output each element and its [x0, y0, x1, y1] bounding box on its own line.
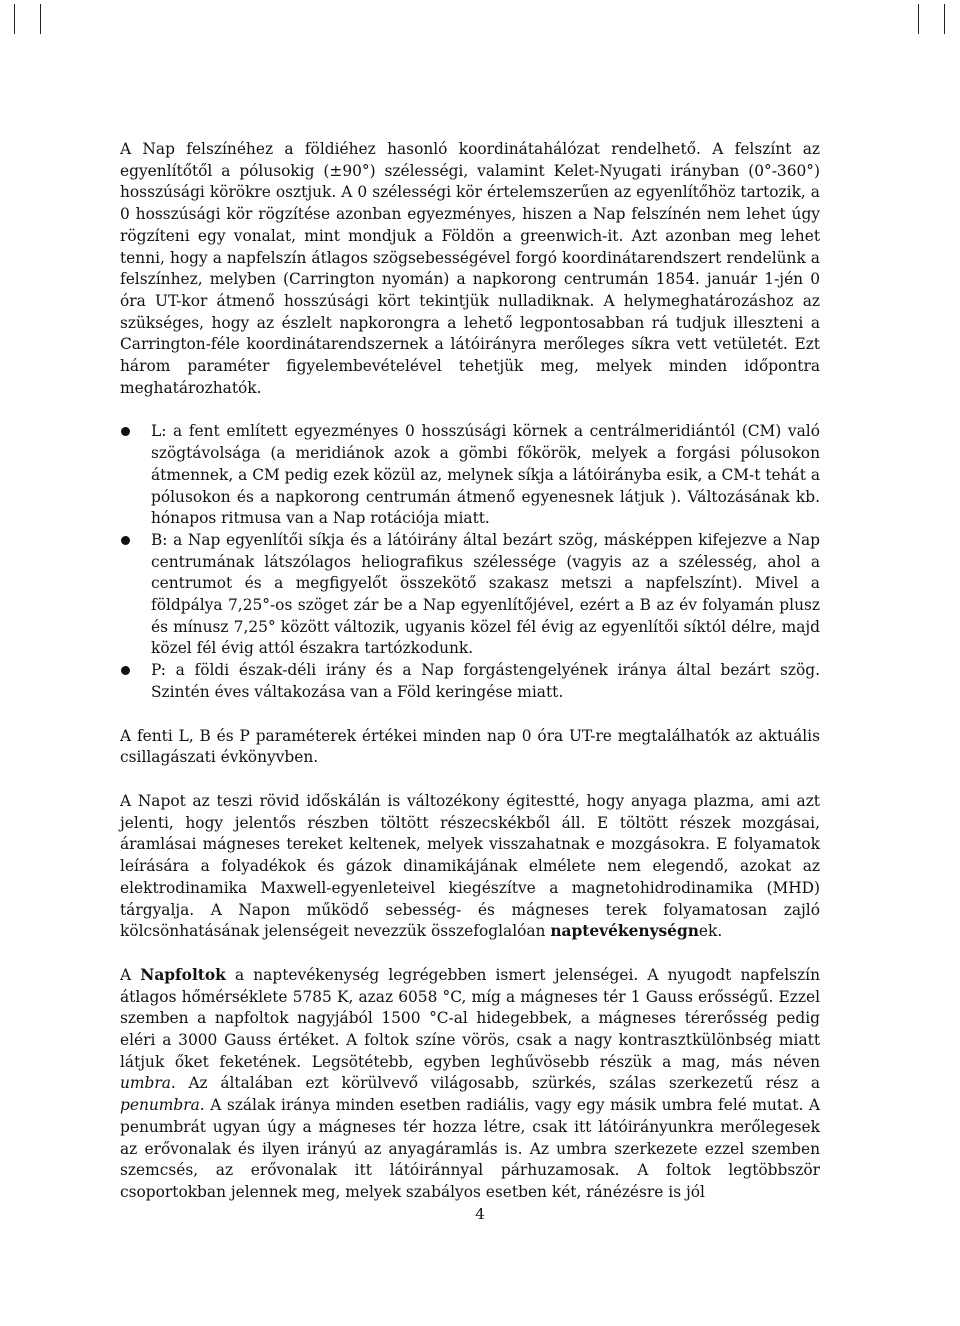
page-number: 4 [475, 1205, 485, 1223]
parameter-list [120, 421, 820, 703]
paragraph-sunspots [120, 965, 820, 1204]
plasma-text: A Napot az teszi rövid időskálán is változékony égitestté, hogy anyaga plazma, ami azt jelenti, hogy jelentős részben töltött részecskékből áll. E töltött részek mozgásai, áramlásai mágneses tereket keltenek, melyek visszahatnak e mozgásokra. E folyamatok leírására a folyadékok és gázok dinamikájának elmélete nem elegendő, azokat az elektrodinamika Maxwell-egyenleteivel kiegészítve a magnetohidrodinamika (MHD) tárgyalja. A Napon működő sebesség- és mágneses terek folyamatosan zajló kölcsönhatásának jelenségeit nevezzük összefoglalóan [120, 791, 820, 941]
crop-mark-left-inner [40, 4, 41, 34]
sunspots-text-d: . A szálak iránya minden esetben radiális, vagy egy másik umbra felé mutat. A penumbrát ugyan úgy a mágneses tér hozza létre, csak itt látóirányunkra merőlegesek az erővonalak és ilyen irányú az anyagáramlás is. Az umbra szerkezete ezzel szemben szemcsés, az erővonalak itt látóiránnyal párhuzamosak. A foltok legtöbbször csoportokban jelennek meg, melyek szabályos esetben két, ránézésre is jól [120, 1096, 820, 1201]
list-item-L: L: a fent említett egyezményes 0 hosszúsági körnek a centrálmeridiántól (CM) való szögtávolsága (a meridiánok azok a gömbi főkörök, melyek a forgási pólusokon átmennek, a CM pedig ezek közül az, melynek síkja a látóirányba esik, a CM-t tehát a pólusokon és a napkorong centrumán átmenő egyenesnek látjuk ). Változásának kb. hónapos ritmusa van a Nap rotációja miatt. [120, 421, 820, 530]
crop-mark-left-outer [14, 4, 15, 34]
page-body [120, 139, 820, 1226]
sunspots-text-a: A [120, 965, 141, 984]
paragraph-parameters: A fenti L, B és P paraméterek értékei minden nap 0 óra UT-re megtalálhatók az aktuális csillagászati évkönyvben. [120, 726, 820, 767]
term-penumbra: penumbra [120, 1096, 200, 1115]
crop-mark-right-inner [918, 4, 919, 34]
sunspots-text-b: a naptevékenység legrégebben ismert jelenségei. A nyugodt napfelszín átlagos hőmérséklete 5785 K, azaz 6058 °C, míg a mágneses tér 1 Gauss erősségű. Ezzel szemben a napfoltok nagyjából 1500 °C-al hidegebbek, a mágneses térerősség pedig eléri a 3000 Gauss értéket. A foltok színe vörös, csak a nagy kontrasztkülönbség miatt látjuk őket feketének. Legsötétebb, egyben leghűvösebb részük a mag, más néven [120, 965, 820, 1071]
term-naptevekenyseg: naptevékenységn [550, 922, 699, 941]
term-umbra: umbra [120, 1074, 171, 1093]
plasma-text-end: ek. [698, 922, 723, 941]
list-item-B: B: a Nap egyenlítői síkja és a látóirány által bezárt szög, másképpen kifejezve a Nap centrumának látszólagos heliografikus szélessége (vagyis az a szélesség, ahol a centrumot és a megfigyelőt összekötő szakasz metszi a napfelszínt). Mivel a földpálya 7,25°-os szöget zár be a Nap egyenlítőjével, ezért a B az év folyamán plusz és mínusz 7,25° között változik, ugyanis közel fél évig az egyenlítői síktól délre, majd közel fél évig attól északra tartózkodunk. [120, 530, 820, 660]
term-napfoltok: Napfoltok [140, 965, 226, 984]
crop-mark-right-outer [944, 4, 945, 34]
paragraph-coordinates: A Nap felszínéhez a földiéhez hasonló koordinátahálózat rendelhető. A felszínt az egyenlítőtől a pólusokig (±90°) szélességi, valamint Kelet-Nyugati irányban (0°-360°) hosszúsági körökre osztjuk. A 0 szélességi kör értelemszerűen az egyenlítőhöz tartozik, a 0 hosszúsági kör rögzítése azonban egyezményes, hiszen a Nap felszínén nem lehet úgy rögzíteni egy vonalat, mint mondjuk a Földön a greenwich-it. Azt azonban meg lehet tenni, hogy a napfelszín átlagos szögsebességével forgó koordinátarendszert rendelünk a felszínhez, melyben (Carrington nyomán) a napkorong centrumán 1854. január 1-jén 0 óra UT-kor átmenő hosszúsági kört tekintjük nulladiknak. A helymeghatározáshoz az szükséges, hogy az észlelt napkorongra a lehető legpontosabban rá tudjuk illeszteni a Carrington-féle koordinátarendszernek a látóirányra merőleges síkra vett vetületét. Ezt három paraméter figyelembevételével tehetjük meg, melyek minden időpontra meghatározhatók. [120, 140, 820, 397]
sunspots-text-c: . Az általában ezt körülvevő világosabb, szürkés, szálas szerkezetű rész a [170, 1074, 820, 1093]
paragraph-plasma [120, 791, 820, 943]
list-item-P: P: a földi észak-déli irány és a Nap forgástengelyének iránya által bezárt szög. Szintén éves váltakozása van a Föld keringése miatt. [120, 660, 820, 703]
